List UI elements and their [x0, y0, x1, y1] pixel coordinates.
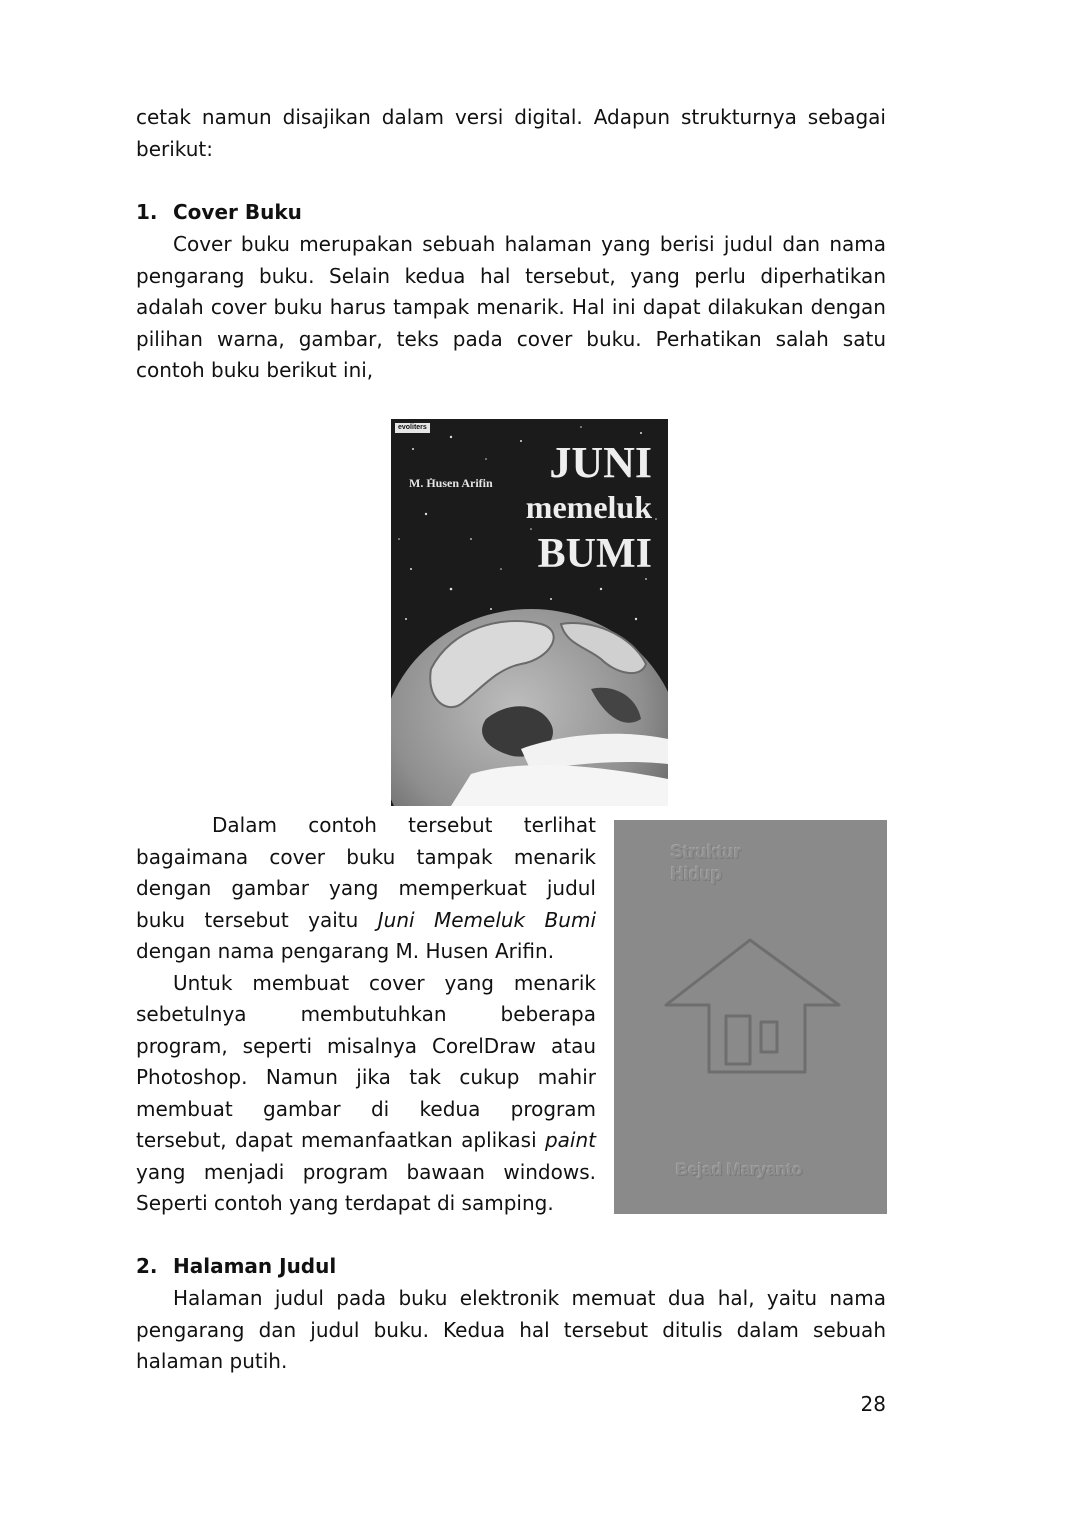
cover-author: M. Husen Arifin: [409, 476, 493, 490]
column-paragraph-1-end: dengan nama pengarang M. Husen Arifin.: [136, 939, 555, 963]
section-2-paragraph: Halaman judul pada buku elektronik memuat dua hal, yaitu nama pengarang dan judul buku. Kedua hal tersebut ditulis dalam sebuah halaman putih.: [136, 1286, 886, 1373]
paint-cover-image: [614, 820, 887, 1214]
paint-cover-title-line-2: Hidup: [671, 864, 722, 884]
section-1-title: Cover Buku: [173, 200, 302, 224]
cover-title-line-3: BUMI: [537, 531, 652, 577]
book-cover-image: [391, 419, 668, 806]
paint-italic: paint: [544, 1128, 596, 1152]
paint-cover-title: [671, 841, 741, 885]
text-column: [136, 810, 596, 1220]
section-1-heading: [136, 197, 886, 228]
column-paragraph-2: [136, 968, 596, 1220]
page-number: 28: [860, 1392, 886, 1416]
section-1-paragraph: Cover buku merupakan sebuah halaman yang berisi judul dan nama pengarang buku. Selain kedua hal tersebut, yang perlu diperhatikan adalah cover buku harus tampak menarik. Hal ini dapat dilakukan dengan pilihan warna, gambar, teks pada cover buku. Perhatikan salah satu contoh buku berikut ini,: [136, 232, 886, 382]
column-paragraph-1: [136, 810, 596, 968]
section-2-title: Halaman Judul: [173, 1254, 337, 1278]
intro-paragraph: cetak namun disajikan dalam versi digital. Adapun strukturnya sebagai berikut:: [136, 105, 886, 161]
cover-title-line-2: memeluk: [525, 489, 652, 525]
column-paragraph-2-end: yang menjadi program bawaan windows. Seperti contoh yang terdapat di samping.: [136, 1159, 596, 1215]
column-paragraph-2-text: Untuk membuat cover yang menarik sebetulnya membutuhkan beberapa program, seperti misalnya CorelDraw atau Photoshop. Namun jika tak cukup mahir membuat gambar di kedua program tersebut, dapat memanfaatkan aplikasi: [136, 970, 596, 1152]
column-paragraph-1-text: Dalam contoh tersebut terlihat bagaimana cover buku tampak menarik dengan gambar yang memperkuat judul buku tersebut yaitu: [136, 813, 596, 932]
cover-title-line-1: JUNI: [549, 438, 652, 487]
section-2-heading: [136, 1251, 886, 1282]
house-drawing-icon: [614, 820, 887, 1214]
book-title-italic: Juni Memeluk Bumi: [377, 907, 596, 932]
section-1-number: 1.: [136, 200, 158, 224]
publisher-logo: evoliters: [395, 423, 430, 433]
paint-cover-author: Bejad Maryanto: [676, 1160, 803, 1179]
section-2-number: 2.: [136, 1254, 158, 1278]
paint-cover-title-line-1: Struktur: [671, 842, 742, 862]
